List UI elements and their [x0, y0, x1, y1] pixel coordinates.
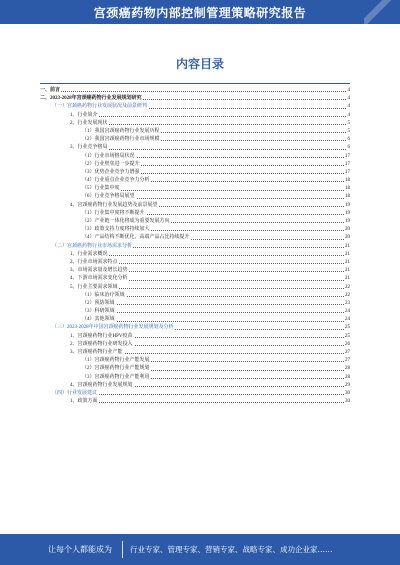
toc-entry-title: 4、宫颈癌药物行业发展趋势及前景展望: [70, 202, 159, 210]
toc-entry[interactable]: [40, 136, 350, 144]
table-of-contents: [40, 87, 350, 406]
toc-entry[interactable]: [40, 226, 350, 234]
toc-entry-page: 6: [347, 144, 351, 152]
toc-entry-title: 3、行业竞争格局: [70, 144, 109, 152]
report-header-bar: [0, 0, 400, 24]
toc-entry-title: （3）优势企业竞争力增强: [82, 169, 141, 177]
toc-entry-page: 24: [344, 308, 350, 316]
toc-entry-title: 2、行业市场需求特点: [70, 259, 119, 267]
toc-entry-page: 24: [344, 316, 350, 324]
toc-entry[interactable]: [40, 259, 350, 267]
toc-entry-title: 3、市场需求量及增长趋势: [70, 267, 129, 275]
report-title: 宫颈癌药物内部控制管理策略研究报告: [93, 6, 307, 20]
toc-entry-title: 1、行业需求概况: [70, 251, 109, 259]
toc-leader-dots: [82, 321, 350, 322]
toc-entry[interactable]: [40, 275, 350, 283]
toc-entry-page: 6: [347, 136, 351, 144]
toc-entry[interactable]: [40, 234, 350, 242]
toc-leader-dots: [70, 149, 350, 150]
toc-entry[interactable]: [40, 341, 350, 349]
toc-entry-page: 27: [344, 349, 350, 357]
toc-entry-title: （一）宫颈癌药物行业发展状况及前景研判: [52, 103, 148, 111]
toc-entry[interactable]: [40, 87, 350, 95]
toc-entry-title: （2）行业壁垒进一步提升: [82, 161, 141, 169]
toc-entry[interactable]: [40, 218, 350, 226]
toc-entry-title: （5）行业集中度: [82, 185, 121, 193]
toc-entry[interactable]: [40, 390, 350, 398]
toc-entry[interactable]: [40, 177, 350, 185]
toc-entry-page: 25: [344, 324, 350, 332]
toc-entry-title: 1、宫颈癌药物行业HPV疫苗: [70, 333, 134, 341]
toc-entry[interactable]: [40, 144, 350, 152]
toc-divider: [40, 83, 350, 84]
toc-entry-title: 二、2023-2028年宫颈癌药物行业发展规划研究: [40, 95, 143, 103]
toc-entry-page: 22: [344, 292, 350, 300]
toc-entry-title: （1）行业市场格局状况: [82, 153, 136, 161]
toc-entry-title: （1）宫颈癌药物行业产能发展: [82, 357, 151, 365]
toc-entry-title: 4、宫颈癌药物行业发展规划: [70, 382, 134, 390]
toc-entry[interactable]: [40, 120, 350, 128]
toc-entry[interactable]: [40, 365, 350, 373]
toc-entry-page: 28: [344, 365, 350, 373]
toc-entry[interactable]: [40, 202, 350, 210]
toc-entry-page: 30: [344, 390, 350, 398]
toc-entry-page: 20: [344, 234, 350, 242]
toc-entry-page: 26: [344, 341, 350, 349]
toc-entry-page: 18: [344, 177, 350, 185]
toc-entry[interactable]: [40, 251, 350, 259]
toc-entry-page: 20: [344, 226, 350, 234]
toc-entry[interactable]: [40, 95, 350, 103]
toc-entry-page: 4: [347, 87, 351, 95]
toc-entry[interactable]: [40, 210, 350, 218]
toc-leader-dots: [70, 255, 350, 256]
toc-entry-page: 18: [344, 193, 350, 201]
toc-entry-title: （二）宫颈癌药物行业市场需求分析: [52, 243, 133, 251]
toc-leader-dots: [70, 124, 350, 125]
toc-entry[interactable]: [40, 243, 350, 251]
footer-slogan: 让每个人都能成为: [48, 545, 112, 554]
toc-entry-page: 5: [347, 128, 351, 136]
toc-entry[interactable]: [40, 103, 350, 111]
toc-entry-title: （2）预防领域: [82, 300, 116, 308]
toc-entry[interactable]: [40, 128, 350, 136]
toc-entry-title: 1、政策方面: [70, 398, 99, 406]
footer-bar: [0, 534, 400, 565]
toc-entry[interactable]: [40, 161, 350, 169]
toc-leader-dots: [82, 312, 350, 313]
header-corner-decoration: [364, 0, 400, 24]
toc-entry-title: 4、下游市场需求变化分析: [70, 275, 129, 283]
toc-entry-page: 28: [344, 374, 350, 382]
toc-entry-title: （2）我国宫颈癌药物行业市场规模: [82, 136, 161, 144]
toc-entry-page: 27: [344, 357, 350, 365]
toc-entry-title: （6）行业竞争格局展望: [82, 193, 136, 201]
toc-leader-dots: [40, 91, 350, 92]
toc-entry-page: 18: [344, 185, 350, 193]
toc-entry[interactable]: [40, 333, 350, 341]
toc-entry-title: 1、行业简介: [70, 112, 99, 120]
toc-entry-page: 17: [344, 153, 350, 161]
toc-entry[interactable]: [40, 267, 350, 275]
toc-entry-page: 21: [344, 251, 350, 259]
toc-leader-dots: [70, 116, 350, 117]
toc-heading: 内容目录: [175, 57, 224, 71]
toc-entry-page: 4: [347, 112, 351, 120]
toc-entry[interactable]: [40, 193, 350, 201]
toc-entry[interactable]: [40, 382, 350, 390]
toc-entry-page: 21: [344, 275, 350, 283]
toc-entry-page: 21: [344, 267, 350, 275]
toc-entry[interactable]: [40, 153, 350, 161]
toc-entry-title: （四）行业发展建议: [52, 390, 98, 398]
toc-entry-page: 29: [344, 382, 350, 390]
toc-entry-title: 2、行业发展现状: [70, 120, 109, 128]
toc-entry-title: （1）我国宫颈癌药物行业发展历程: [82, 128, 161, 136]
toc-entry[interactable]: [40, 292, 350, 300]
toc-entry[interactable]: [40, 308, 350, 316]
toc-entry-title: （2）宫颈癌药物行业产能规划: [82, 365, 151, 373]
toc-entry[interactable]: [40, 357, 350, 365]
toc-entry[interactable]: [40, 185, 350, 193]
toc-entry-title: （4）其他领域: [82, 316, 116, 324]
toc-entry[interactable]: [40, 316, 350, 324]
footer-separator: [122, 541, 123, 558]
toc-entry[interactable]: [40, 112, 350, 120]
toc-leader-dots: [82, 304, 350, 305]
toc-entry-page: 21: [344, 243, 350, 251]
toc-entry[interactable]: [40, 284, 350, 292]
toc-entry-page: 19: [344, 202, 350, 210]
toc-entry-title: （1）行业集中度将不断提升: [82, 210, 146, 218]
toc-entry-page: 21: [344, 259, 350, 267]
toc-entry-page: 25: [344, 333, 350, 341]
toc-entry-page: 19: [344, 210, 350, 218]
toc-entry[interactable]: [40, 324, 350, 332]
toc-entry[interactable]: [40, 169, 350, 177]
toc-entry-page: 5: [347, 120, 351, 128]
toc-entry-title: （4）产品结构不断优化，高端产品占比持续提升: [82, 234, 191, 242]
toc-entry-title: 2、宫颈癌药物行业研发投入: [70, 341, 134, 349]
toc-entry[interactable]: [40, 374, 350, 382]
toc-entry-title: 一、前言: [40, 87, 61, 95]
toc-entry-title: （3）宫颈癌药物行业产能利用: [82, 374, 151, 382]
toc-entry-title: 3、宫颈癌药物行业产能: [70, 349, 124, 357]
footer-audience-list: 行业专家、管理专家、营销专家、战略专家、成功企业家……: [130, 545, 333, 554]
toc-entry-title: （1）临床治疗领域: [82, 292, 126, 300]
toc-entry-page: 30: [344, 398, 350, 406]
toc-entry-title: （4）行业重点企业竞争力分析: [82, 177, 151, 185]
toc-entry[interactable]: [40, 300, 350, 308]
toc-entry-title: （2）产业链一体化将成为重要发展方向: [82, 218, 171, 226]
toc-entry-title: （三）2023-2028年中国宫颈癌药物行业发展规划及分析: [52, 324, 175, 332]
toc-entry-title: （3）政策支持力度将持续加大: [82, 226, 151, 234]
toc-entry-page: 19: [344, 218, 350, 226]
toc-entry-page: 4: [347, 103, 351, 111]
toc-entry-page: 22: [344, 284, 350, 292]
toc-entry-page: 23: [344, 300, 350, 308]
toc-entry-page: 17: [344, 169, 350, 177]
toc-entry-page: 4: [347, 95, 351, 103]
toc-entry[interactable]: [40, 349, 350, 357]
toc-entry-page: 17: [344, 161, 350, 169]
toc-leader-dots: [70, 402, 350, 403]
toc-leader-dots: [82, 190, 350, 191]
toc-entry[interactable]: [40, 398, 350, 406]
toc-entry-title: （3）科研领域: [82, 308, 116, 316]
toc-entry-title: 5、行业主要需求领域: [70, 284, 119, 292]
